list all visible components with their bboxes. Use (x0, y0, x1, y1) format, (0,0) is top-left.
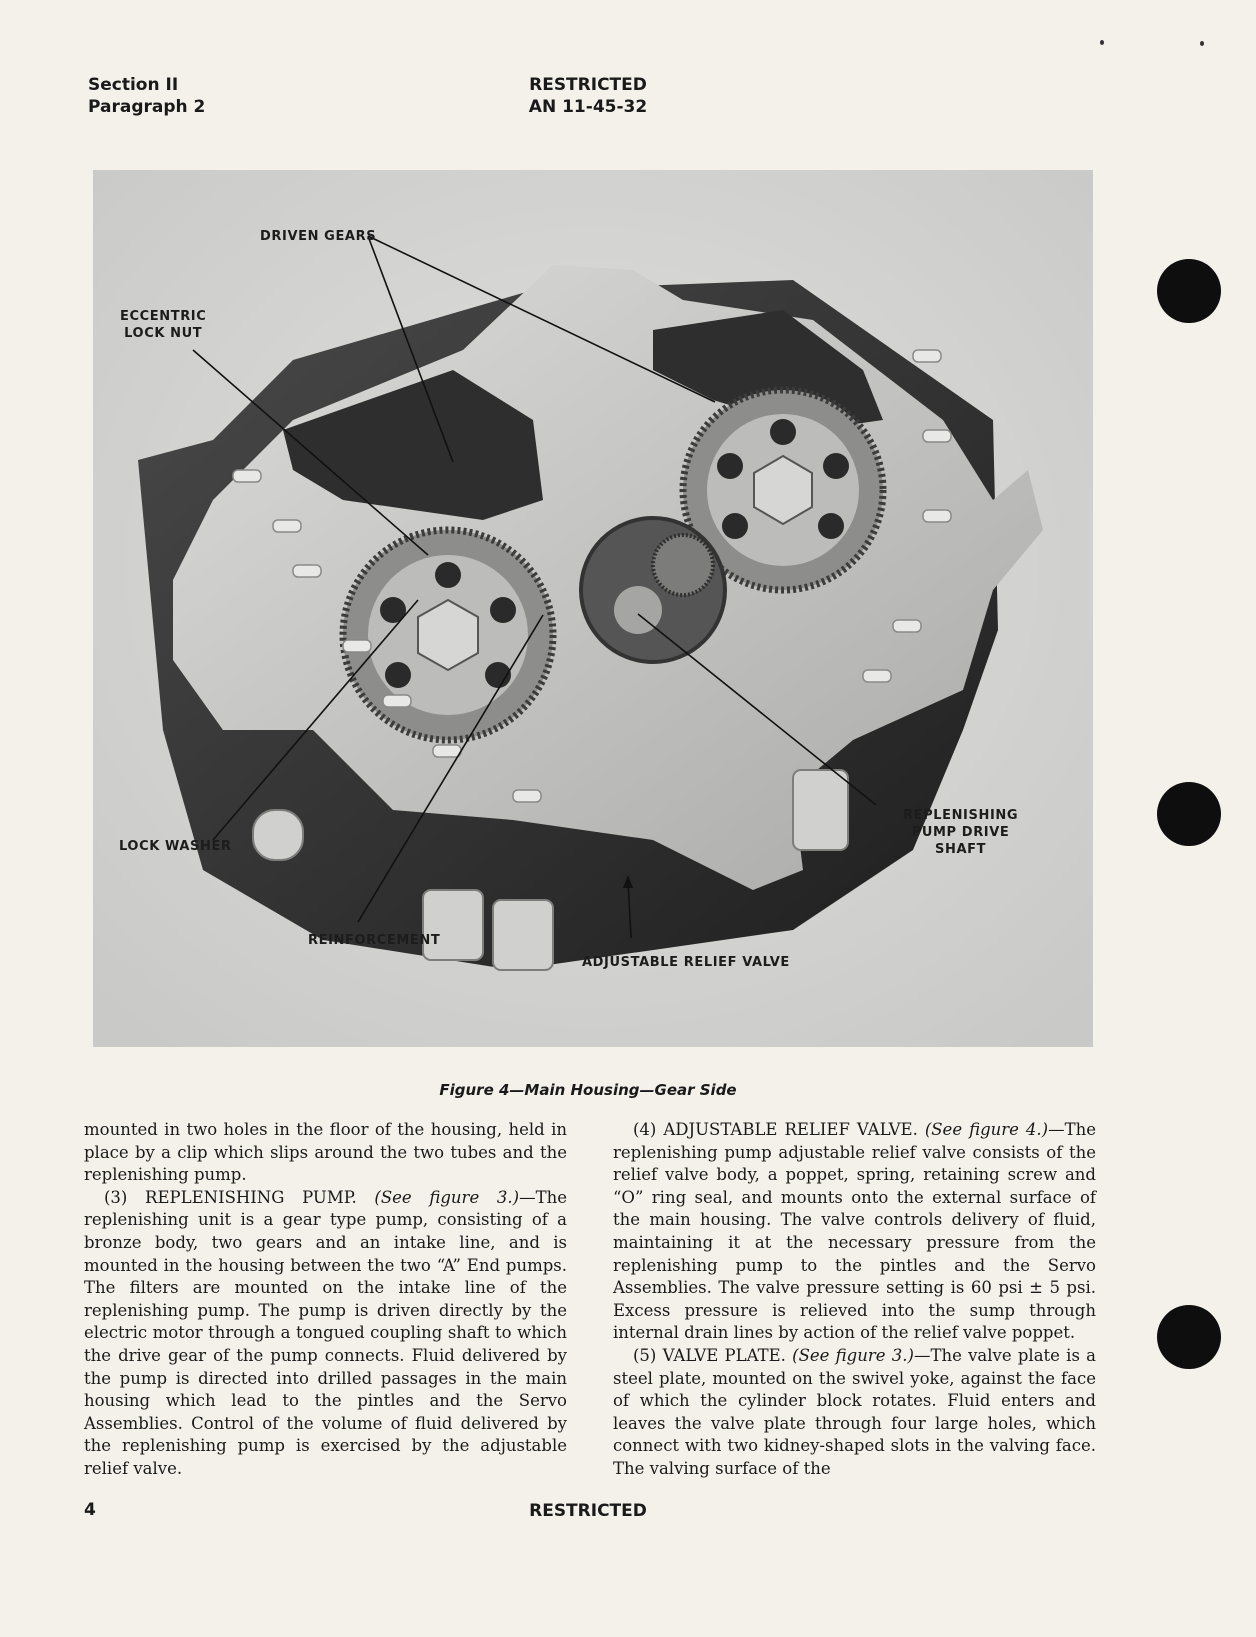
body-paragraph (84, 1187, 567, 1481)
section-label: Section II (88, 75, 179, 95)
document-number: AN 11-45-32 (528, 97, 648, 117)
scan-speck (1100, 40, 1104, 45)
body-paragraph: mounted in two holes in the floor of the housing, held in place by a clip which slips around the two tubes and the replenishing pump. (84, 1120, 567, 1185)
paragraph-label: Paragraph 2 (88, 97, 206, 117)
paragraph-text: —The valve plate is a steel plate, mounted on the swivel yoke, against the face of which the cylinder block rotates. Fluid enters and leaves the valve plate through four large holes, which connect with two kidney-shaped slots in the valving face. The valving surface of the (613, 1345, 1096, 1478)
figure-reference: (See figure 3.) (374, 1187, 520, 1207)
figure-reference: (See figure 3.) (792, 1345, 914, 1365)
text-column-left (84, 1119, 567, 1481)
figure-photo (93, 170, 1093, 1047)
callout-replenishing-pump-drive-shaft (903, 807, 1018, 858)
binder-hole (1157, 1305, 1221, 1369)
body-paragraph (613, 1345, 1096, 1481)
callout-driven-gears: DRIVEN GEARS (260, 229, 377, 244)
document-header (0, 74, 1176, 118)
binder-hole (1157, 259, 1221, 323)
scan-speck (1200, 41, 1204, 46)
paragraph-text: —The replenishing unit is a gear type pump, consisting of a bronze body, two gears and an intake line, and is mounted in the housing between the two “A” End pumps. The filters are mounted on the intake line of the replenishing pump. The pump is driven directly by the electric motor through a tongued coupling shaft to which the drive gear of the pump connects. Fluid delivered by the pump is directed into drilled passages in the main housing which lead to the pintles and the Servo Assemblies. Control of the volume of fluid delivered by the replenishing pump is exercised by the adjustable relief valve. (84, 1187, 567, 1478)
callout-adjustable-relief-valve: ADJUSTABLE RELIEF VALVE (582, 955, 790, 970)
body-paragraph (613, 1119, 1096, 1345)
classification-bottom: RESTRICTED (529, 1501, 647, 1521)
replenishing-pump (581, 518, 725, 662)
callout-eccentric-lock-nut (120, 308, 206, 342)
text-column-right (613, 1119, 1096, 1481)
classification-top: RESTRICTED (529, 75, 647, 95)
page-number: 4 (84, 1500, 96, 1520)
callout-line: SHAFT (935, 842, 987, 857)
callout-line: ECCENTRIC (120, 309, 207, 324)
paragraph-heading: (4) ADJUSTABLE RELIEF VALVE. (633, 1120, 918, 1139)
paragraph-heading: (3) REPLENISHING PUMP. (104, 1187, 357, 1207)
left-driven-gear (343, 530, 553, 740)
callout-lock-washer: LOCK WASHER (119, 839, 232, 854)
figure-reference: (See figure 4.) (924, 1120, 1049, 1139)
paragraph-heading: (5) VALVE PLATE. (633, 1345, 786, 1365)
callout-line: PUMP DRIVE (911, 825, 1010, 840)
binder-hole (1157, 782, 1221, 846)
callout-line: REPLENISHING (903, 808, 1019, 823)
callout-reinforcement: REINFORCEMENT (308, 933, 441, 948)
paragraph-text: —The replenishing pump adjustable relief valve consists of the relief valve body, a poppet, spring, retaining screw and “O” ring seal, and mounts onto the external surface of the main housing. The valve controls delivery of fluid, maintaining it at the necessary pressure from the replenishing pump to the pintles and the Servo Assemblies. The valve pressure setting is 60 psi ± 5 psi. Excess pressure is relieved into the sump through internal drain lines by action of the relief valve poppet. (613, 1120, 1096, 1343)
figure-caption: Figure 4—Main Housing—Gear Side (439, 1081, 737, 1099)
callout-line: LOCK NUT (124, 326, 203, 341)
main-housing-illustration (93, 170, 1093, 1047)
